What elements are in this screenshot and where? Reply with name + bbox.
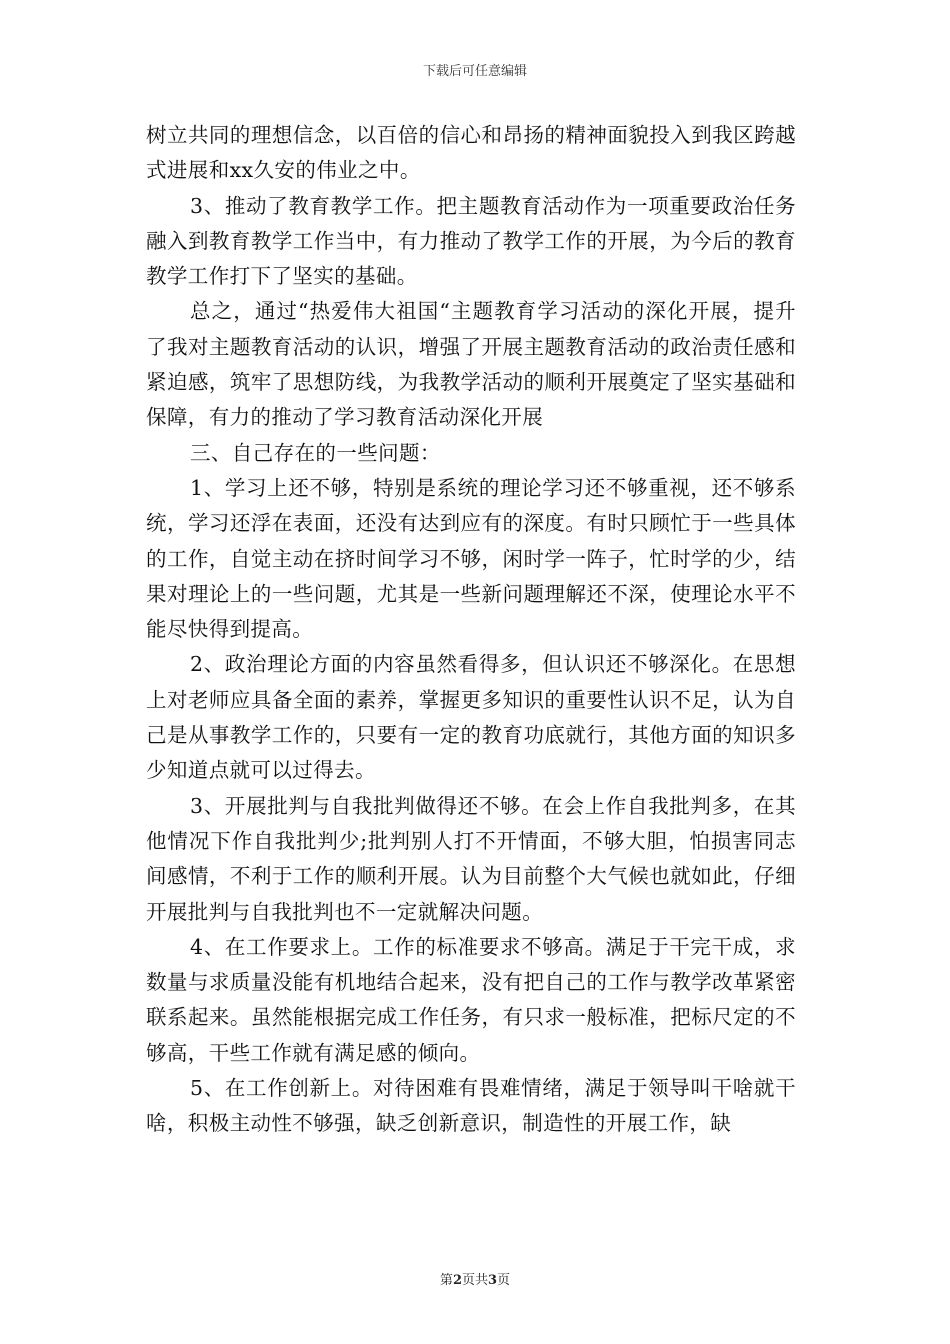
paragraph-7: 3、开展批判与自我批判做得还不够。在会上作自我批判多，在其他情况下作自我批判少;批判别人打不开情面，不够大胆，怕损害同志间感情，不利于工作的顺利开展。认为目前整个大气候也就如此，仔细开展批判与自我批判也不一定就解决问题。 (146, 793, 796, 924)
paragraph-2: 3、推动了教育教学工作。把主题教育活动作为一项重要政治任务融入到教育教学工作当中，有力推动了教学工作的开展，为今后的教育教学工作打下了坚实的基础。 (146, 193, 796, 289)
document-body (146, 118, 796, 1142)
page-footer (0, 1273, 950, 1289)
paragraph-8: 4、在工作要求上。工作的标准要求不够高。满足于干完干成，求数量与求质量没能有机地结合起来，没有把自己的工作与教学改革紧密联系起来。虽然能根据完成工作任务，有只求一般标准，把标尺定的不够高，干些工作就有满足感的倾向。 (146, 934, 796, 1065)
paragraph-6: 2、政治理论方面的内容虽然看得多，但认识还不够深化。在思想上对老师应具备全面的素养，掌握更多知识的重要性认识不足，认为自己是从事教学工作的，只要有一定的教育功底就行，其他方面的知识多少知道点就可以过得去。 (146, 652, 796, 783)
section-heading: 三、自己存在的一些问题： (190, 440, 441, 465)
paragraph-3: 总之，通过“热爱伟大祖国“主题教育学习活动的深化开展，提升了我对主题教育活动的认识，增强了开展主题教育活动的政治责任感和紧迫感，筑牢了思想防线，为我教学活动的顺利开展奠定了坚实基础和保障，有力的推动了学习教育活动深化开展 (146, 299, 796, 430)
paragraph-9: 5、在工作创新上。对待困难有畏难情绪，满足于领导叫干啥就干啥，积极主动性不够强，缺乏创新意识，制造性的开展工作，缺 (146, 1076, 796, 1136)
footer-middle: 页共 (461, 1273, 488, 1288)
footer-prefix: 第 (439, 1273, 453, 1288)
current-page-number: 2 (452, 1273, 462, 1288)
footer-suffix: 页 (497, 1273, 511, 1288)
paragraph-1: 树立共同的理想信念，以百倍的信心和昂扬的精神面貌投入到我区跨越式进展和xx久安的伟业之中。 (146, 123, 796, 183)
total-page-number: 3 (488, 1273, 498, 1288)
page-header: 下载后可任意编辑 (422, 64, 527, 79)
paragraph-5: 1、学习上还不够，特别是系统的理论学习还不够重视，还不够系统，学习还浮在表面，还没有达到应有的深度。有时只顾忙于一些具体的工作，自觉主动在挤时间学习不够，闲时学一阵子，忙时学的少，结果对理论上的一些问题，尤其是一些新问题理解还不深，使理论水平不能尽快得到提高。 (146, 475, 796, 642)
